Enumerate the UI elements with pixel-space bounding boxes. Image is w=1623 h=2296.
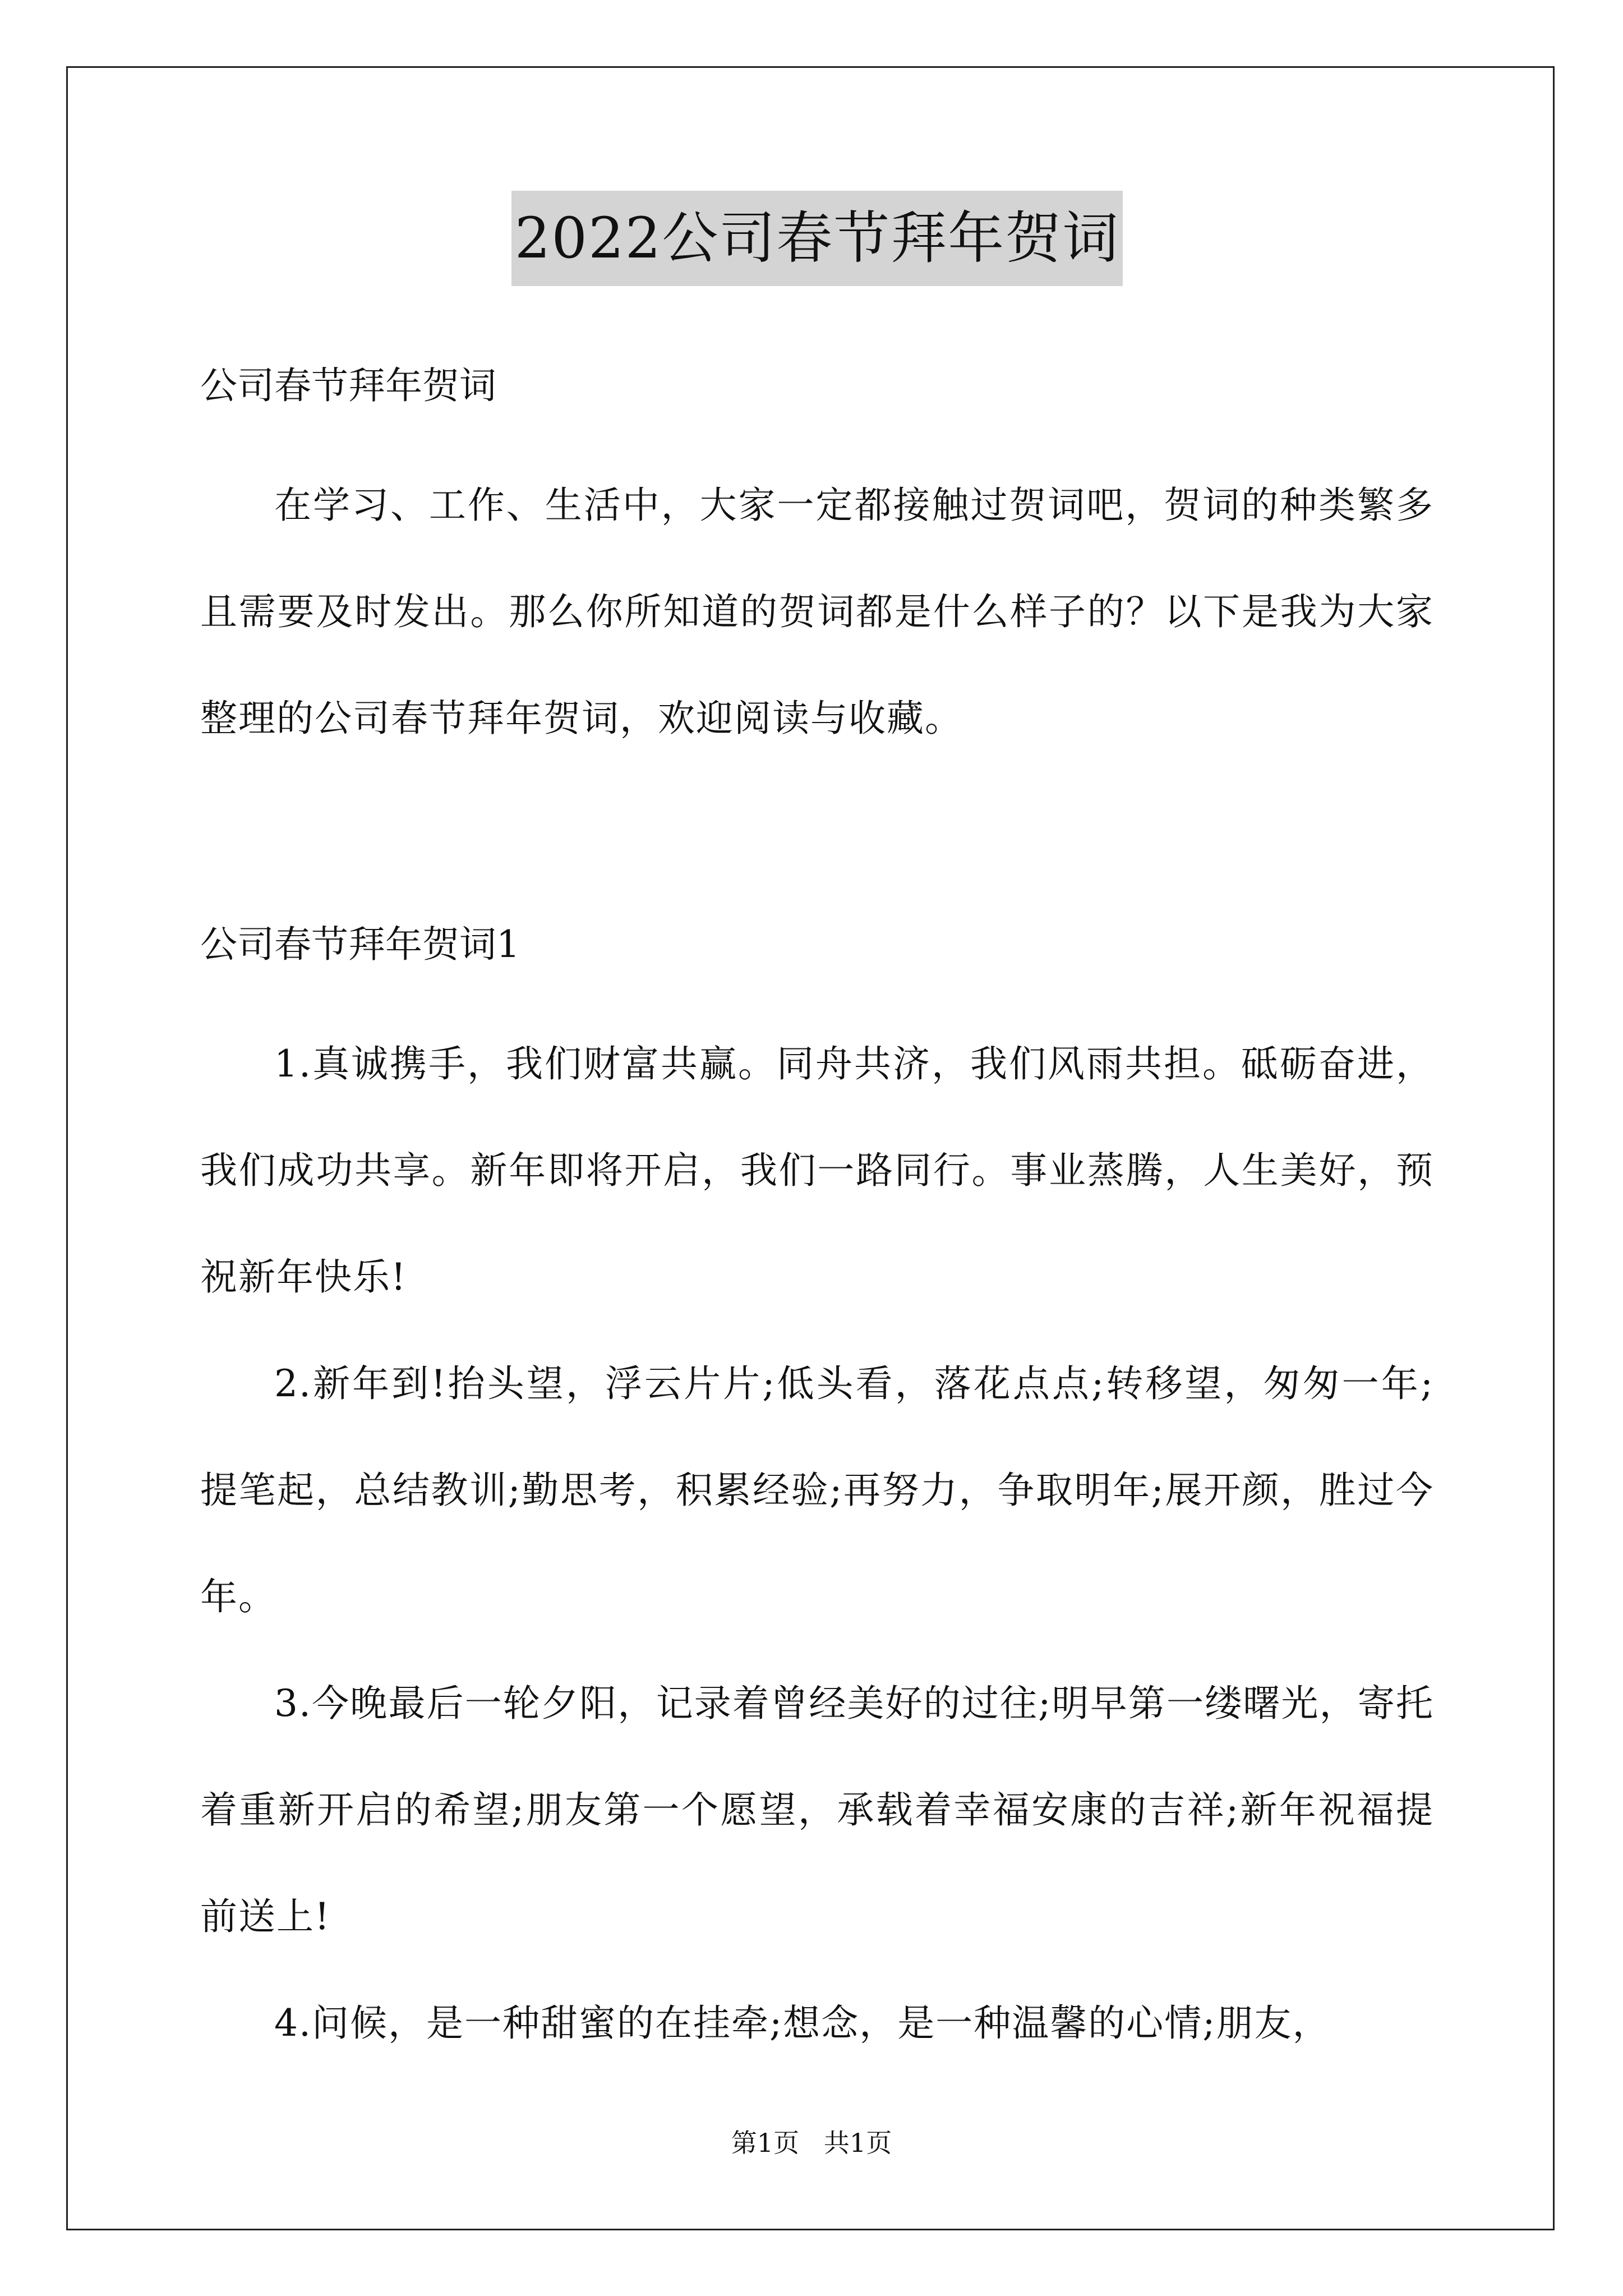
greeting-item-1: 1.真诚携手，我们财富共赢。同舟共济，我们风雨共担。砥砺奋进，我们成功共享。新年即将开启，我们一路同行。事业蒸腾，人生美好，预祝新年快乐! bbox=[200, 1042, 1434, 1299]
greeting-item-3: 3.今晚最后一轮夕阳，记录着曾经美好的过往;明早第一缕曙光，寄托着重新开启的希望;朋友第一个愿望，承载着幸福安康的吉祥;新年祝福提前送上! bbox=[200, 1682, 1434, 1938]
section-heading: 公司春节拜年贺词1 bbox=[200, 923, 520, 966]
document-body bbox=[200, 191, 1434, 2077]
greeting-item-4: 4.问候，是一种甜蜜的在挂牵;想念，是一种温馨的心情;朋友， bbox=[274, 2001, 1331, 2045]
page-footer: 第1页 共1页 bbox=[731, 2128, 892, 2158]
intro-paragraph: 在学习、工作、生活中，大家一定都接触过贺词吧，贺词的种类繁多且需要及时发出。那么你所知道的贺词都是什么样子的？以下是我为大家整理的公司春节拜年贺词，欢迎阅读与收藏。 bbox=[200, 484, 1434, 740]
title-wrap bbox=[200, 191, 1434, 286]
greeting-item-2: 2.新年到!抬头望，浮云片片;低头看，落花点点;转移望，匆匆一年;提笔起，总结教训;勤思考，积累经验;再努力，争取明年;展开颜，胜过今年。 bbox=[200, 1362, 1434, 1618]
document-title: 2022公司春节拜年贺词 bbox=[511, 191, 1123, 286]
document-subtitle: 公司春节拜年贺词 bbox=[200, 364, 496, 407]
